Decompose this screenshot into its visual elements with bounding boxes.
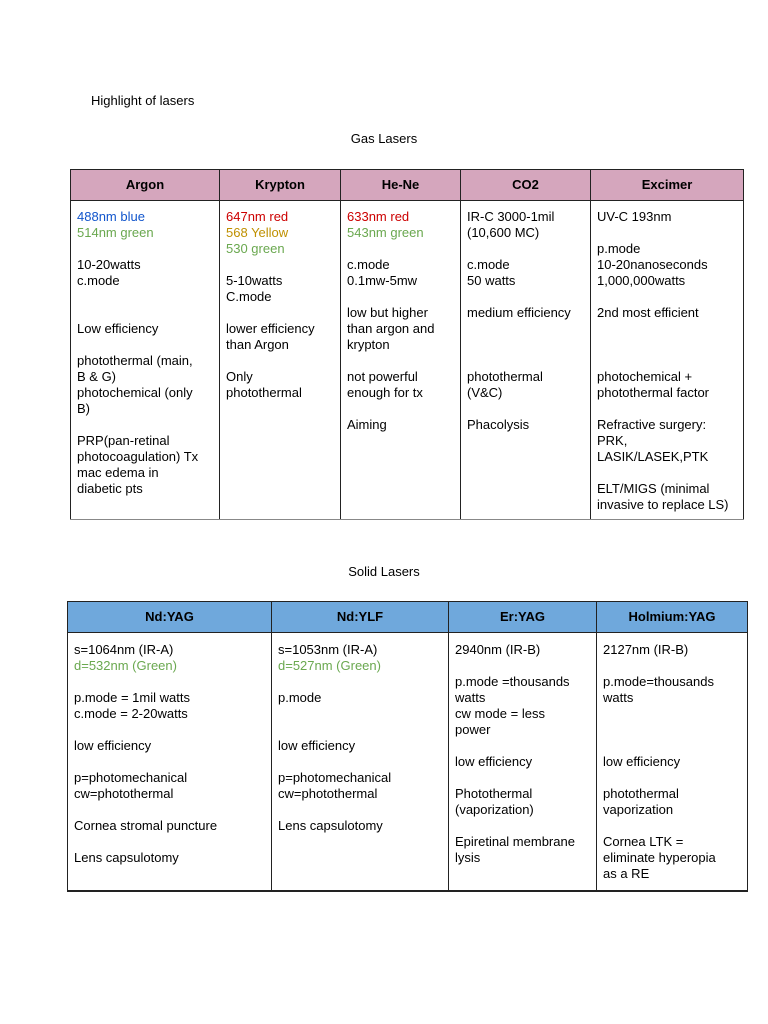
cell-text-line: not powerful xyxy=(347,369,418,384)
cell-text-line: as a RE xyxy=(603,866,650,881)
cell-text-line: 530 green xyxy=(226,241,285,256)
cell-spacer xyxy=(74,754,265,770)
cell-spacer xyxy=(77,305,213,321)
cell-text-line: 2127nm (IR-B) xyxy=(603,642,689,657)
cell-spacer xyxy=(226,257,334,273)
cell-spacer xyxy=(603,658,741,674)
cell-spacer xyxy=(455,738,590,754)
cell-he-ne xyxy=(341,201,461,520)
header-excimer: Excimer xyxy=(591,170,744,201)
cell-text-line: c.mode = 2-20watts xyxy=(74,706,188,721)
cell-spacer xyxy=(77,417,213,433)
header-nd-ylf: Nd:YLF xyxy=(272,602,449,633)
cell-spacer xyxy=(467,401,584,417)
cell-text-line: B & G) xyxy=(77,369,117,384)
cell-spacer xyxy=(226,353,334,369)
cell-spacer xyxy=(597,401,737,417)
cell-text-line: invasive to replace LS) xyxy=(597,497,729,512)
table-row xyxy=(68,633,748,891)
cell-spacer xyxy=(467,321,584,337)
cell-text-line: p.mode xyxy=(597,241,641,256)
solid-lasers-table xyxy=(67,601,748,892)
cell-text-line: c.mode xyxy=(347,257,390,272)
cell-text-line: 2nd most efficient xyxy=(597,305,699,320)
cell-text-line: (vaporization) xyxy=(455,802,534,817)
cell-text-line: eliminate hyperopia xyxy=(603,850,716,865)
cell-text-line: p.mode=thousands xyxy=(603,674,714,689)
cell-spacer xyxy=(455,818,590,834)
cell-text-line: B) xyxy=(77,401,90,416)
cell-text-line: Cornea stromal puncture xyxy=(74,818,218,833)
cell-spacer xyxy=(278,706,442,722)
cell-text-line: Low efficiency xyxy=(77,321,159,336)
cell-spacer xyxy=(455,658,590,674)
cell-text-line: Aiming xyxy=(347,417,387,432)
cell-spacer xyxy=(455,770,590,786)
cell-spacer xyxy=(467,337,584,353)
cell-text-line: than Argon xyxy=(226,337,289,352)
cell-text-line: s=1053nm (IR-A) xyxy=(278,642,378,657)
cell-spacer xyxy=(603,770,741,786)
header-er-yag: Er:YAG xyxy=(449,602,597,633)
cell-spacer xyxy=(347,353,454,369)
cell-text-line: watts xyxy=(455,690,486,705)
cell-text-line: photochemical (only xyxy=(77,385,193,400)
cell-text-line: low efficiency xyxy=(74,738,152,753)
cell-spacer xyxy=(597,321,737,337)
solid-lasers-title: Solid Lasers xyxy=(348,564,420,579)
cell-argon xyxy=(71,201,220,520)
cell-text-line: 1,000,000watts xyxy=(597,273,686,288)
header-argon: Argon xyxy=(71,170,220,201)
cell-text-line: Lens capsulotomy xyxy=(74,850,179,865)
cell-text-line: 633nm red xyxy=(347,209,410,224)
cell-text-line: Lens capsulotomy xyxy=(278,818,383,833)
cell-text-line: p.mode = 1mil watts xyxy=(74,690,190,705)
cell-spacer xyxy=(603,722,741,738)
cell-text-line: krypton xyxy=(347,337,390,352)
cell-spacer xyxy=(74,802,265,818)
cell-text-line: diabetic pts xyxy=(77,481,143,496)
cell-text-line: photothermal xyxy=(467,369,543,384)
cell-spacer xyxy=(74,722,265,738)
cell-text-line: Only xyxy=(226,369,253,384)
cell-text-line: UV-C 193nm xyxy=(597,209,672,224)
cell-text-line: low efficiency xyxy=(455,754,533,769)
cell-spacer xyxy=(74,834,265,850)
cell-text-line: 568 Yellow xyxy=(226,225,289,240)
cell-spacer xyxy=(603,818,741,834)
table-header-row xyxy=(68,602,748,633)
cell-text-line: photothermal xyxy=(603,786,679,801)
cell-spacer xyxy=(278,754,442,770)
cell-spacer xyxy=(603,738,741,754)
cell-text-line: (V&C) xyxy=(467,385,503,400)
cell-text-line: 0.1mw-5mw xyxy=(347,273,418,288)
cell-text-line: 2940nm (IR-B) xyxy=(455,642,541,657)
cell-text-line: cw=photothermal xyxy=(74,786,174,801)
cell-text-line: 5-10watts xyxy=(226,273,283,288)
cell-text-line: Cornea LTK = xyxy=(603,834,684,849)
cell-krypton xyxy=(220,201,341,520)
cell-text-line: ELT/MIGS (minimal xyxy=(597,481,710,496)
table-header-row xyxy=(71,170,744,201)
header-krypton: Krypton xyxy=(220,170,341,201)
cell-text-line: C.mode xyxy=(226,289,272,304)
cell-text-line: power xyxy=(455,722,491,737)
cell-spacer xyxy=(226,305,334,321)
cell-text-line: 647nm red xyxy=(226,209,289,224)
cell-holmium-yag xyxy=(597,633,748,891)
cell-text-line: enough for tx xyxy=(347,385,423,400)
cell-spacer xyxy=(597,465,737,481)
cell-text-line: low but higher xyxy=(347,305,428,320)
cell-spacer xyxy=(597,337,737,353)
cell-text-line: p.mode xyxy=(278,690,322,705)
cell-text-line: c.mode xyxy=(467,257,510,272)
cell-text-line: d=527nm (Green) xyxy=(278,658,381,673)
cell-text-line: IR-C 3000-1mil xyxy=(467,209,555,224)
cell-text-line: low efficiency xyxy=(603,754,681,769)
cell-text-line: photothermal (main, xyxy=(77,353,193,368)
header-he-ne: He-Ne xyxy=(341,170,461,201)
cell-text-line: photothermal factor xyxy=(597,385,710,400)
cell-spacer xyxy=(74,674,265,690)
cell-text-line: photochemical + xyxy=(597,369,693,384)
cell-text-line: Refractive surgery: xyxy=(597,417,707,432)
cell-text-line: 488nm blue xyxy=(77,209,145,224)
cell-text-line: p=photomechanical xyxy=(278,770,392,785)
cell-text-line: Photothermal xyxy=(455,786,533,801)
header-holmium-yag: Holmium:YAG xyxy=(597,602,748,633)
cell-text-line: c.mode xyxy=(77,273,120,288)
cell-text-line: 543nm green xyxy=(347,225,424,240)
cell-text-line: low efficiency xyxy=(278,738,356,753)
table-row xyxy=(71,201,744,520)
cell-spacer xyxy=(77,337,213,353)
cell-spacer xyxy=(597,353,737,369)
cell-text-line: than argon and xyxy=(347,321,435,336)
cell-spacer xyxy=(278,674,442,690)
cell-text-line: Phacolysis xyxy=(467,417,530,432)
cell-text-line: 514nm green xyxy=(77,225,154,240)
cell-spacer xyxy=(603,706,741,722)
cell-text-line: medium efficiency xyxy=(467,305,571,320)
cell-text-line: vaporization xyxy=(603,802,674,817)
document-title: Highlight of lasers xyxy=(91,93,195,108)
cell-spacer xyxy=(77,241,213,257)
header-nd-yag: Nd:YAG xyxy=(68,602,272,633)
cell-text-line: mac edema in xyxy=(77,465,159,480)
cell-spacer xyxy=(347,401,454,417)
cell-spacer xyxy=(278,802,442,818)
cell-text-line: photothermal xyxy=(226,385,302,400)
cell-text-line: 10-20nanoseconds xyxy=(597,257,708,272)
cell-excimer xyxy=(591,201,744,520)
cell-text-line: lower efficiency xyxy=(226,321,315,336)
cell-co2 xyxy=(461,201,591,520)
cell-text-line: cw mode = less xyxy=(455,706,545,721)
cell-text-line: cw=photothermal xyxy=(278,786,378,801)
cell-text-line: 50 watts xyxy=(467,273,516,288)
cell-spacer xyxy=(278,722,442,738)
cell-spacer xyxy=(347,241,454,257)
cell-spacer xyxy=(467,241,584,257)
cell-spacer xyxy=(467,353,584,369)
cell-nd-ylf xyxy=(272,633,449,891)
cell-text-line: photocoagulation) Tx xyxy=(77,449,199,464)
cell-spacer xyxy=(77,289,213,305)
cell-text-line: 10-20watts xyxy=(77,257,141,272)
cell-text-line: p=photomechanical xyxy=(74,770,188,785)
gas-lasers-table xyxy=(70,169,744,520)
cell-text-line: d=532nm (Green) xyxy=(74,658,177,673)
cell-text-line: s=1064nm (IR-A) xyxy=(74,642,174,657)
cell-text-line: LASIK/LASEK,PTK xyxy=(597,449,709,464)
cell-text-line: (10,600 MC) xyxy=(467,225,540,240)
cell-text-line: p.mode =thousands xyxy=(455,674,570,689)
cell-spacer xyxy=(347,289,454,305)
cell-text-line: watts xyxy=(603,690,634,705)
cell-text-line: Epiretinal membrane xyxy=(455,834,575,849)
cell-er-yag xyxy=(449,633,597,891)
cell-nd-yag xyxy=(68,633,272,891)
cell-spacer xyxy=(467,289,584,305)
cell-spacer xyxy=(597,289,737,305)
header-co2: CO2 xyxy=(461,170,591,201)
cell-text-line: PRK, xyxy=(597,433,628,448)
cell-spacer xyxy=(597,225,737,241)
cell-text-line: lysis xyxy=(455,850,481,865)
cell-text-line: PRP(pan-retinal xyxy=(77,433,170,448)
gas-lasers-title: Gas Lasers xyxy=(350,131,418,146)
